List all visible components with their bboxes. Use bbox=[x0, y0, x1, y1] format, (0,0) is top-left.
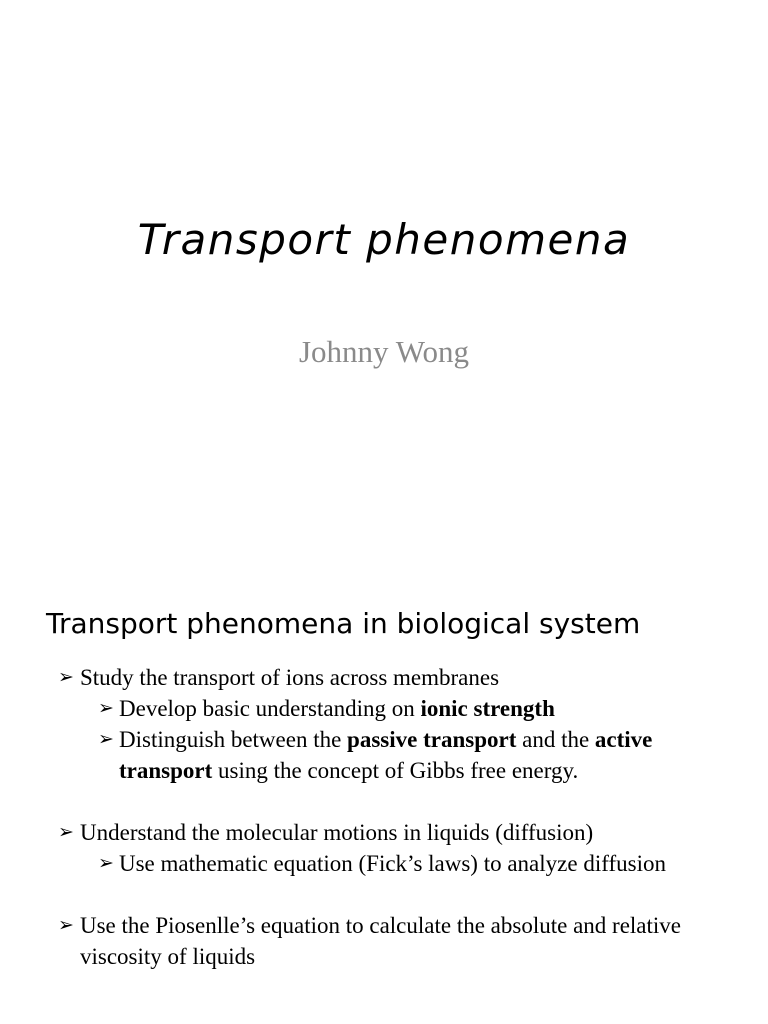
bold-term: active transport bbox=[119, 727, 653, 783]
slide-title: Transport phenomena bbox=[137, 215, 631, 264]
bullet-text: and the bbox=[516, 727, 595, 752]
list-item bbox=[0, 724, 768, 786]
list-item bbox=[0, 848, 768, 879]
list-item bbox=[0, 693, 768, 724]
bullet-text: Study the transport of ions across membranes bbox=[80, 665, 500, 690]
bullet-text: Understand the molecular motions in liquids (diffusion) bbox=[80, 820, 594, 845]
arrow-bullet-icon: ➢ bbox=[98, 698, 114, 719]
list-item bbox=[0, 910, 768, 972]
list-item bbox=[0, 817, 768, 848]
bullet-text: Distinguish between the bbox=[119, 727, 348, 752]
spacer bbox=[0, 786, 768, 817]
bullet-text: Develop basic understanding on bbox=[119, 696, 421, 721]
arrow-bullet-icon: ➢ bbox=[98, 853, 114, 874]
author-name: Johnny Wong bbox=[298, 334, 470, 369]
bullet-text: Use mathematic equation (Fick’s laws) to analyze diffusion bbox=[119, 851, 666, 876]
arrow-bullet-icon: ➢ bbox=[58, 822, 74, 843]
arrow-bullet-icon: ➢ bbox=[58, 915, 74, 936]
arrow-bullet-icon: ➢ bbox=[58, 667, 74, 688]
bold-term: ionic strength bbox=[420, 696, 555, 721]
bullet-list bbox=[0, 662, 768, 972]
spacer bbox=[0, 879, 768, 910]
bold-term: passive transport bbox=[347, 727, 517, 752]
bullet-text: Use the Piosenlle’s equation to calculate the absolute and relative viscosity of liquids bbox=[80, 913, 681, 969]
list-item bbox=[0, 662, 768, 693]
bullet-text: using the concept of Gibbs free energy. bbox=[212, 758, 579, 783]
slide-heading: Transport phenomena in biological system bbox=[46, 607, 641, 640]
arrow-bullet-icon: ➢ bbox=[98, 729, 114, 750]
